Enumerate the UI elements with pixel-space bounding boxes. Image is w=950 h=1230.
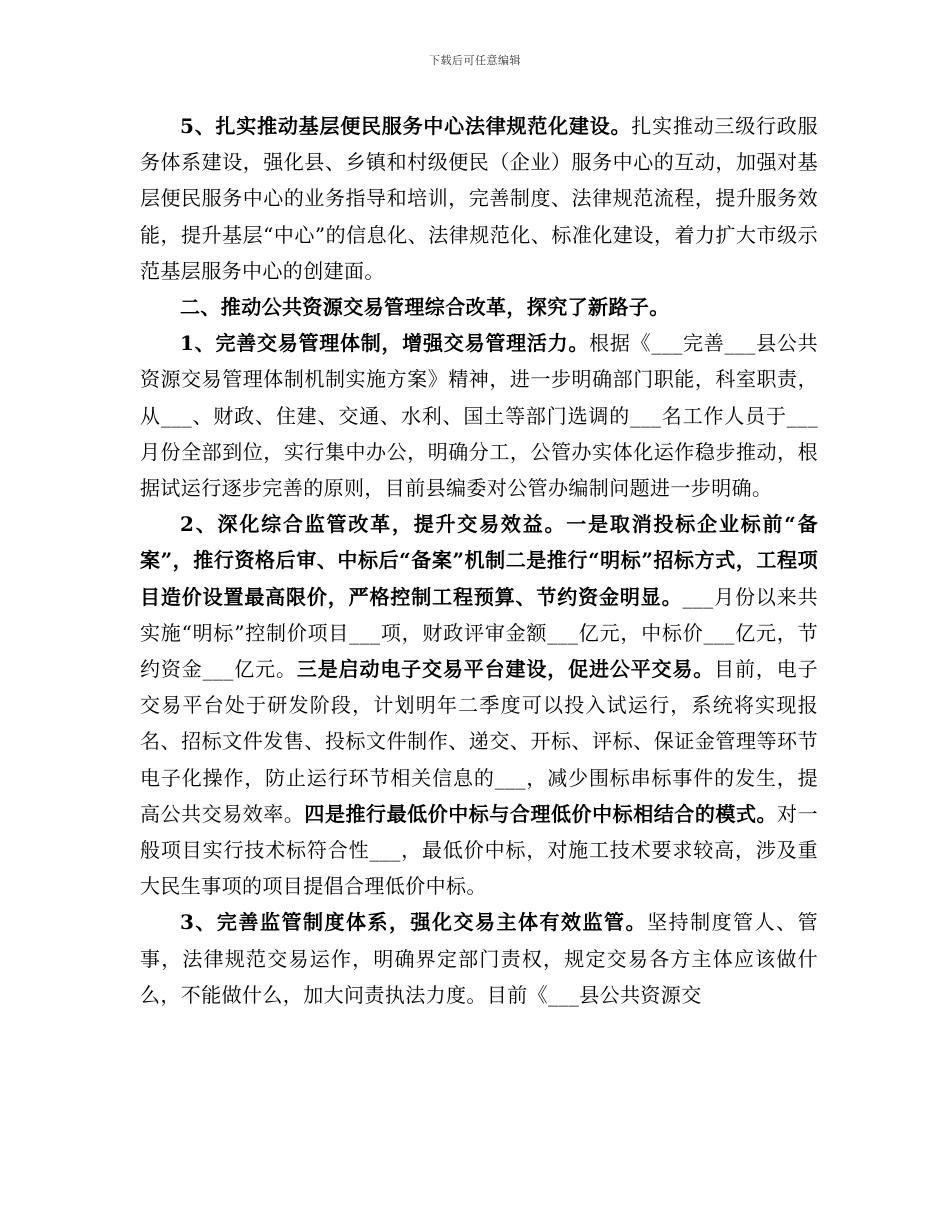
paragraph-heading: 1、完善交易管理体制，增强交易管理活力。 <box>180 331 590 356</box>
paragraph-text: 扎实推动三级行政服务体系建设，强化县、乡镇和村级便民（企业）服务中心的互动，加强对基层便民服务中心的业务指导和培训，完善制度、法律规范流程，提升服务效能，提升基层“中心”的信息化、法律规范化、标准化建设，着力扩大市级示范基层服务中心的创建面。 <box>140 114 818 283</box>
section-heading-2 <box>140 289 818 325</box>
paragraph-text: 目前，电子交易平台处于研发阶段，计划明年二季度可以投入试运行，系统将实现报名、招标文件发售、投标文件制作、递交、开标、评标、保证金管理等环节电子化操作，防止运行环节相关信息的___，减少围标串标事件的发生，提高公共交易效率。 <box>140 657 819 826</box>
paragraph-heading: 3、完善监管制度体系，强化交易主体有效监管。 <box>180 910 648 935</box>
page-header: 下载后可任意编辑 <box>429 54 521 67</box>
paragraph-text: 坚持制度管人、管事，法律规范交易运作，明确界定部门责权，规定交易各方主体应该做什么，不能做什么，加大问责执法力度。目前《___县公共资源交 <box>140 910 819 1007</box>
paragraph-heading: 2、深化综合监管改革，提升交易效益。一是取消投标企业标前“备案”，推行资格后审、中标后“备案”机制二是推行“明标”招标方式，工程项目造价设置最高限价，严格控制工程预算、节约资金明显。 <box>140 512 818 609</box>
paragraph-text: 根据《___完善___县公共资源交易管理体制机制实施方案》精神，进一步明确部门职能，科室职责，从___、财政、住建、交通、水利、国土等部门选调的___名工作人员于___月份全部到位，实行集中办公，明确分工，公管办实体化运作稳步推动，根据试运行逐步完善的原则，目前县编委对公管办编制问题进一步明确。 <box>140 331 818 501</box>
paragraph-heading: 5、扎实推动基层便民服务中心法律规范化建设。 <box>180 114 632 138</box>
paragraph-3-regulatory-system <box>140 904 818 1013</box>
paragraph-subheading: 四是推行最低价中标与合理低价中标相结合的模式。 <box>304 801 778 826</box>
paragraph-subheading: 三是启动电子交易平台建设，促进公平交易。 <box>296 657 715 682</box>
paragraph-5-grassroots-service <box>140 108 818 289</box>
paragraph-text: 对一般项目实行技术标符合性___，最低价中标，对施工技术要求较高，涉及重大民生事项的项目提倡合理低价中标。 <box>140 801 818 899</box>
paragraph-2-supervision-reform <box>140 506 818 904</box>
paragraph-1-trading-system <box>140 325 818 506</box>
document-body <box>140 108 818 1013</box>
paragraph-text: ___月份以来共实施“明标”控制价项目___项，财政评审金额___亿元，中标价___亿元，节约资金___亿元。 <box>140 584 818 682</box>
section-title: 二、推动公共资源交易管理综合改革，探究了新路子。 <box>180 295 670 320</box>
